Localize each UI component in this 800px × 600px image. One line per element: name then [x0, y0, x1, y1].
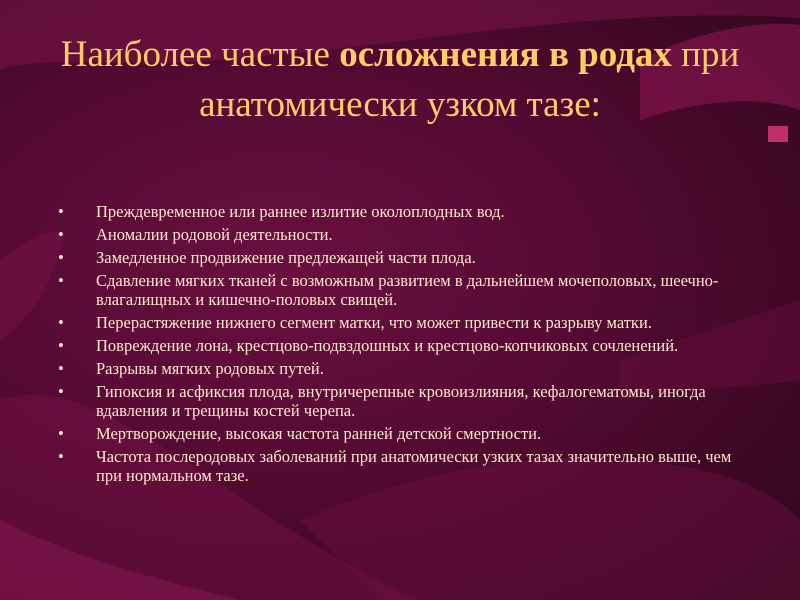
bullet-text: Перерастяжение нижнего сегмент матки, что может привести к разрыву матки.	[96, 313, 652, 332]
bullet-item	[58, 202, 748, 221]
bullet-item	[58, 424, 748, 443]
bullet-text: Сдавление мягких тканей с возможным развитием в дальнейшем мочеполовых, шеечно-влагалищных и кишечно-половых свищей.	[96, 271, 719, 309]
slide-title	[40, 30, 760, 130]
accent-square	[768, 126, 788, 142]
bullet-item	[58, 382, 748, 420]
bullet-marker: •	[58, 424, 64, 443]
bullet-marker: •	[58, 359, 64, 378]
bullet-text: Разрывы мягких родовых путей.	[96, 359, 324, 378]
bullet-marker: •	[58, 447, 64, 466]
bullet-text: Аномалии родовой деятельности.	[96, 225, 333, 244]
title-text-regular-end: при анатомически узком тазе:	[199, 34, 740, 125]
bullet-item	[58, 248, 748, 267]
bullet-item	[58, 447, 748, 485]
bullet-marker: •	[58, 382, 64, 401]
bullet-text: Замедленное продвижение предлежащей части плода.	[96, 248, 476, 267]
bullet-text: Мертворождение, высокая частота ранней детской смертности.	[96, 424, 542, 443]
bullet-text: Повреждение лона, крестцово-подвздошных и крестцово-копчиковых сочленений.	[96, 336, 679, 355]
bullet-item	[58, 225, 748, 244]
bullet-marker: •	[58, 271, 64, 290]
bullet-item	[58, 336, 748, 355]
bullet-item	[58, 313, 748, 332]
bullet-text: Гипоксия и асфиксия плода, внутричерепные кровоизлияния, кефалогематомы, иногда вдавления и трещины костей черепа.	[96, 382, 706, 420]
bullet-item	[58, 359, 748, 378]
bullet-marker: •	[58, 248, 64, 267]
bullet-marker: •	[58, 202, 64, 221]
title-text-regular: Наиболее частые	[60, 34, 340, 75]
bullet-list	[58, 202, 748, 489]
bullet-item	[58, 271, 748, 309]
bullet-marker: •	[58, 336, 64, 355]
bullet-text: Преждевременное или раннее излитие околоплодных вод.	[96, 202, 505, 221]
bullet-marker: •	[58, 225, 64, 244]
title-text-bold: осложнения в родах	[339, 34, 672, 75]
bullet-marker: •	[58, 313, 64, 332]
bullet-text: Частота послеродовых заболеваний при анатомически узких тазах значительно выше, чем при нормальном тазе.	[96, 447, 732, 485]
